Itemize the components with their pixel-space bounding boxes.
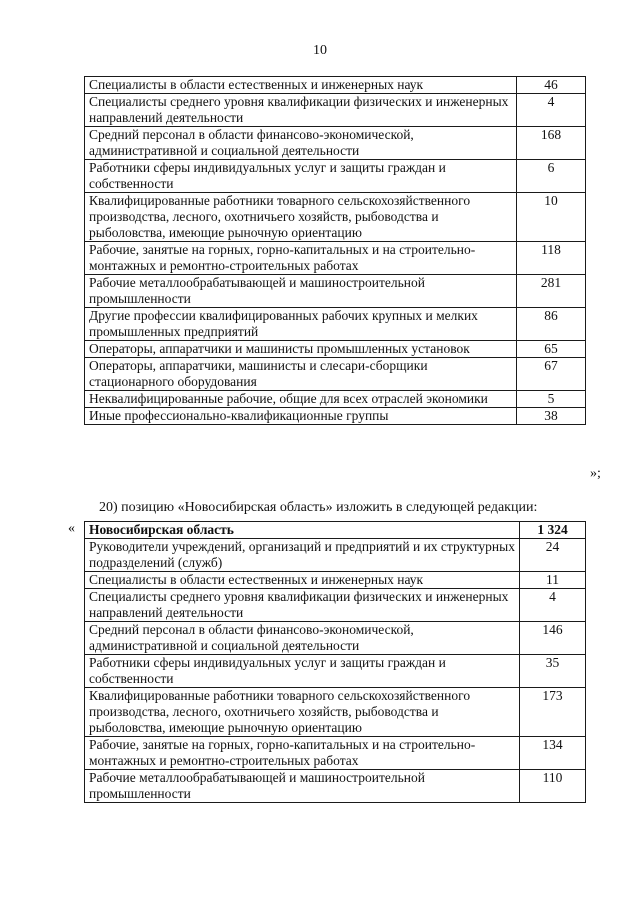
table-row xyxy=(85,539,586,572)
table-row xyxy=(85,94,586,127)
occupation-label: Операторы, аппаратчики и машинисты промышленных установок xyxy=(85,341,517,358)
occupation-label: Специалисты в области естественных и инженерных наук xyxy=(85,572,520,589)
occupation-count: 11 xyxy=(520,572,586,589)
occupation-label: Иные профессионально-квалификационные группы xyxy=(85,408,517,425)
occupation-count: 168 xyxy=(517,127,586,160)
table-row xyxy=(85,193,586,242)
table-row xyxy=(85,242,586,275)
table-row xyxy=(85,308,586,341)
occupations-table-novosibirsk xyxy=(84,521,586,803)
occupation-count: 146 xyxy=(520,622,586,655)
occupation-count: 134 xyxy=(520,737,586,770)
occupation-count: 173 xyxy=(520,688,586,737)
table-row xyxy=(85,127,586,160)
table-row xyxy=(85,688,586,737)
occupation-label: Руководители учреждений, организаций и предприятий и их структурных подразделений (служб) xyxy=(85,539,520,572)
table-row xyxy=(85,77,586,94)
occupation-label: Специалисты среднего уровня квалификации физических и инженерных направлений деятельности xyxy=(85,589,520,622)
table-row xyxy=(85,391,586,408)
occupation-count: 4 xyxy=(520,589,586,622)
table-row xyxy=(85,358,586,391)
table-row xyxy=(85,589,586,622)
occupation-label: Рабочие, занятые на горных, горно-капитальных и на строительно-монтажных и ремонтно-строительных работах xyxy=(85,737,520,770)
occupation-label: Квалифицированные работники товарного сельскохозяйственного производства, лесного, охотничьего хозяйств, рыбоводства и рыболовства, имеющие рыночную ориентацию xyxy=(85,688,520,737)
occupation-label: Рабочие металлообрабатывающей и машиностроительной промышленности xyxy=(85,770,520,803)
table-row xyxy=(85,275,586,308)
opening-quote: « xyxy=(68,521,75,536)
occupation-label: Специалисты в области естественных и инженерных наук xyxy=(85,77,517,94)
occupation-label: Рабочие металлообрабатывающей и машиностроительной промышленности xyxy=(85,275,517,308)
table-row xyxy=(85,770,586,803)
table-row xyxy=(85,737,586,770)
occupation-label: Другие профессии квалифицированных рабочих крупных и мелких промышленных предприятий xyxy=(85,308,517,341)
occupation-count: 281 xyxy=(517,275,586,308)
occupation-count: 4 xyxy=(517,94,586,127)
occupation-count: 118 xyxy=(517,242,586,275)
occupation-count: 86 xyxy=(517,308,586,341)
occupation-label: Неквалифицированные рабочие, общие для всех отраслей экономики xyxy=(85,391,517,408)
region-total: 1 324 xyxy=(520,522,586,539)
table-row xyxy=(85,408,586,425)
closing-quote: »; xyxy=(590,466,601,481)
page-number: 10 xyxy=(313,43,327,58)
occupation-count: 46 xyxy=(517,77,586,94)
occupation-count: 5 xyxy=(517,391,586,408)
occupation-count: 6 xyxy=(517,160,586,193)
occupation-label: Рабочие, занятые на горных, горно-капитальных и на строительно-монтажных и ремонтно-строительных работах xyxy=(85,242,517,275)
occupation-label: Средний персонал в области финансово-экономической, административной и социальной деятельности xyxy=(85,127,517,160)
occupation-count: 67 xyxy=(517,358,586,391)
occupation-count: 110 xyxy=(520,770,586,803)
table-row xyxy=(85,160,586,193)
occupation-label: Работники сферы индивидуальных услуг и защиты граждан и собственности xyxy=(85,160,517,193)
occupation-label: Квалифицированные работники товарного сельскохозяйственного производства, лесного, охотничьего хозяйств, рыбоводства и рыболовства, имеющие рыночную ориентацию xyxy=(85,193,517,242)
table-row xyxy=(85,341,586,358)
occupation-label: Работники сферы индивидуальных услуг и защиты граждан и собственности xyxy=(85,655,520,688)
occupation-count: 10 xyxy=(517,193,586,242)
table-header-row xyxy=(85,522,586,539)
amendment-instruction: 20) позицию «Новосибирская область» изложить в следующей редакции: xyxy=(99,500,538,515)
occupation-label: Операторы, аппаратчики, машинисты и слесари-сборщики стационарного оборудования xyxy=(85,358,517,391)
region-name: Новосибирская область xyxy=(85,522,520,539)
occupation-count: 24 xyxy=(520,539,586,572)
table-row xyxy=(85,622,586,655)
occupation-count: 65 xyxy=(517,341,586,358)
occupation-count: 38 xyxy=(517,408,586,425)
occupation-count: 35 xyxy=(520,655,586,688)
occupation-label: Средний персонал в области финансово-экономической, административной и социальной деятельности xyxy=(85,622,520,655)
occupations-table-previous-region xyxy=(84,76,586,425)
table-row xyxy=(85,572,586,589)
occupation-label: Специалисты среднего уровня квалификации физических и инженерных направлений деятельности xyxy=(85,94,517,127)
table-row xyxy=(85,655,586,688)
